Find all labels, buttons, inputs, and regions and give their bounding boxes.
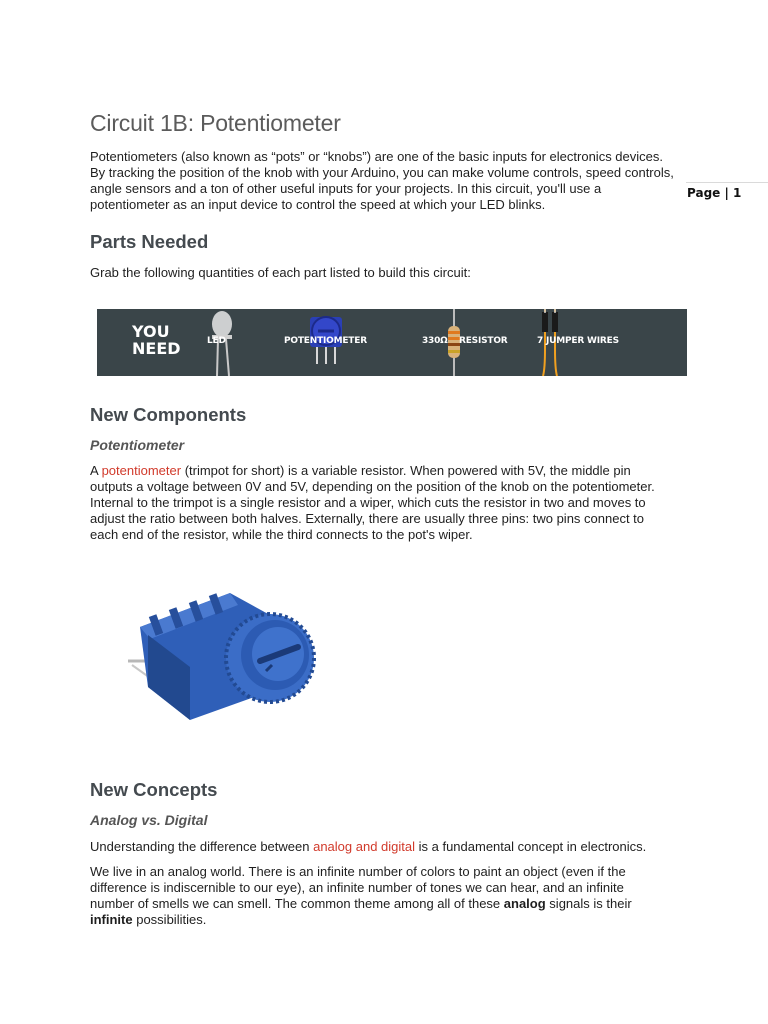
parts-needed-heading: Parts Needed [90,231,209,252]
potentiometer-label: POTENTIOMETER [284,336,367,346]
page-title: Circuit 1B: Potentiometer [90,110,341,136]
intro-paragraph: Potentiometers (also known as “pots” or “knobs”) are one of the basic inputs for electronics devices. By tracking the position of the knob with your Arduino, you can make volume controls, speed controls, angle sensors and a ton of other useful inputs for your projects. In this circuit, you'll use a potentiometer as an input device to control the speed at which your LED blinks. [90,149,674,212]
led-label: LED [207,336,226,346]
jumper-wires-label: JUMPER WIRES [546,336,619,346]
parts-needed-text: Grab the following quantities of each part listed to build this circuit: [90,265,471,280]
analog-digital-subheading: Analog vs. Digital [90,812,208,828]
analog-bold: analog [503,896,546,911]
analog-world-paragraph: We live in an analog world. There is an infinite number of colors to paint an object (even if the difference is indiscernible to our eye), an infinite number of tones we can hear, and an infinite number of smells we can smell. The common theme among all of these analog signals is their infinite possibilities. [90,864,632,927]
page-number-label: Page | 1 [687,186,742,200]
potentiometer-paragraph: A potentiometer (trimpot for short) is a variable resistor. When powered with 5V, the middle pin outputs a voltage between 0V and 5V, depending on the position of the knob on the potentiometer. Internal to the trimpot is a single resistor and a wiper, which cuts the resistor in two and moves to adjust the ratio between both halves. Externally, there are usually three pins: two pins connect to each end of the resistor, while the third connects to the pot's wiper. [90,463,655,542]
resistor-value-label: 330Ω [422,336,448,346]
new-components-heading: New Components [90,404,247,425]
analog-digital-link[interactable]: analog and digital [313,839,416,854]
parts-banner [97,309,687,376]
page-number [686,182,768,205]
potentiometer-link[interactable]: potentiometer [101,463,182,478]
you-need-label: YOU NEED [132,322,181,358]
potentiometer-photo [120,575,330,725]
new-concepts-heading: New Concepts [90,779,218,800]
analog-digital-paragraph: Understanding the difference between analog and digital is a fundamental concept in electronics. [90,839,647,854]
resistor-label: RESISTOR [459,336,508,346]
jumper-count-label: 7 [537,336,544,346]
potentiometer-subheading: Potentiometer [90,437,185,453]
infinite-bold: infinite [90,912,133,927]
